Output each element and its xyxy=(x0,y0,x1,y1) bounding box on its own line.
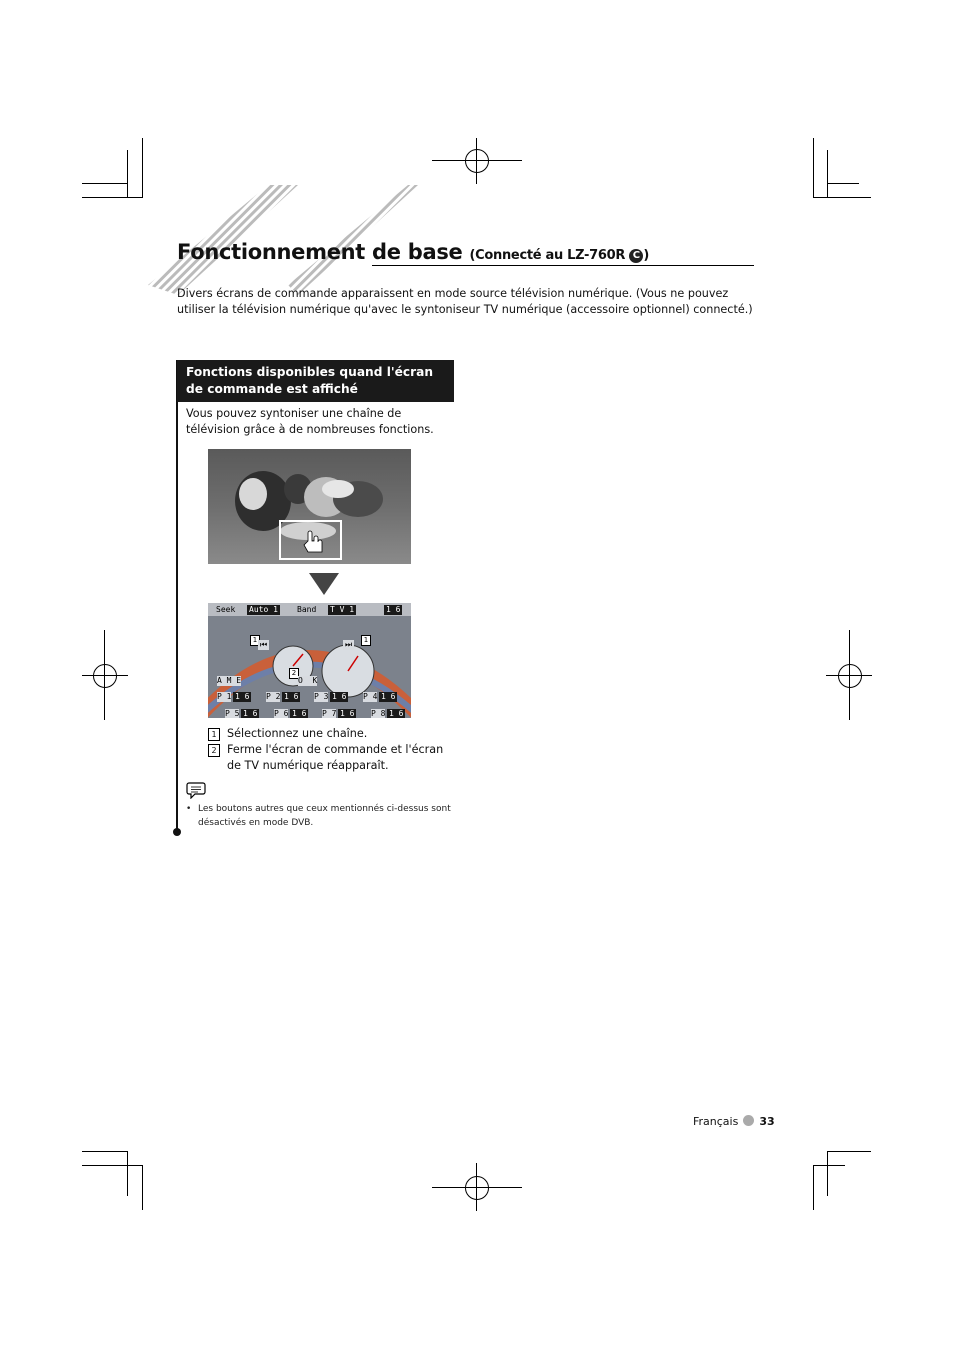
crop-mark xyxy=(142,138,143,198)
crop-mark xyxy=(827,1151,828,1196)
preset-6-label[interactable]: P 6 xyxy=(274,709,289,718)
note-speech-bubble-icon xyxy=(186,781,206,799)
subtitle-suffix: ) xyxy=(643,248,649,263)
callout-1-right: 1 xyxy=(361,635,371,646)
crop-mark xyxy=(104,630,105,720)
section-body: Vous pouvez syntoniser une chaîne de télévision grâce à de nombreuses fonctions. xyxy=(186,407,434,436)
control-panel-image xyxy=(208,603,411,718)
preset-1-value[interactable]: 1 6 xyxy=(235,692,250,701)
page-footer xyxy=(693,1115,775,1128)
dogs-photo xyxy=(208,449,411,564)
intro-paragraph: Divers écrans de commande apparaissent en mode source télévision numérique. (Vous ne pouvez utiliser la télévision numérique qu'avec le syntoniseur TV numérique (accessoire optionnel) connecté.) xyxy=(177,287,753,316)
crop-mark xyxy=(82,675,128,676)
preset-2-label[interactable]: P 2 xyxy=(266,692,281,701)
list-number: 2 xyxy=(208,744,220,757)
section-side-line xyxy=(176,360,178,832)
crop-mark xyxy=(82,197,142,198)
crop-mark xyxy=(813,197,871,198)
list-text: Sélectionnez une chaîne. xyxy=(227,727,368,740)
page-title xyxy=(177,240,649,264)
crop-mark xyxy=(476,1163,477,1211)
registration-mark xyxy=(93,664,117,688)
registration-mark xyxy=(838,664,862,688)
seek-up-button[interactable]: ⏭ xyxy=(345,640,353,649)
ame-button[interactable]: A M E xyxy=(217,676,242,685)
dashboard-photo xyxy=(208,616,411,718)
title-main-text: Fonctionnement de base xyxy=(177,240,463,264)
preset-7-label[interactable]: P 7 xyxy=(322,709,337,718)
c-badge-icon: C xyxy=(629,249,643,263)
list-number: 1 xyxy=(208,728,220,741)
preset-4-value[interactable]: 1 6 xyxy=(381,692,396,701)
crop-mark xyxy=(127,1151,128,1196)
crop-mark xyxy=(142,1165,143,1210)
preset-3-value[interactable]: 1 6 xyxy=(332,692,347,701)
channel-display: 1 6 xyxy=(386,605,401,614)
crop-mark xyxy=(432,160,522,161)
title-rule xyxy=(372,265,754,266)
seek-label: Seek xyxy=(216,605,236,614)
preset-2-value[interactable]: 1 6 xyxy=(284,692,299,701)
page-number: 33 xyxy=(759,1115,775,1128)
preset-5-label[interactable]: P 5 xyxy=(225,709,240,718)
preset-6-value[interactable]: 1 6 xyxy=(292,709,307,718)
crop-mark xyxy=(476,138,477,184)
note-block xyxy=(186,802,456,830)
section-heading: Fonctions disponibles quand l'écran de commande est affiché xyxy=(177,360,454,402)
preset-8-value[interactable]: 1 6 xyxy=(389,709,404,718)
crop-mark xyxy=(827,150,828,198)
callout-1-left: 1 xyxy=(250,635,260,646)
crop-mark xyxy=(82,1165,142,1166)
preset-8-label[interactable]: P 8 xyxy=(371,709,386,718)
crop-mark xyxy=(813,1165,845,1166)
down-arrow-icon xyxy=(309,573,339,595)
crop-mark xyxy=(127,150,128,198)
ok-button[interactable]: O K xyxy=(298,676,318,685)
callout-2: 2 xyxy=(289,668,299,679)
subtitle-text: (Connecté au LZ-760R xyxy=(469,248,626,263)
crop-mark xyxy=(82,1151,128,1152)
registration-mark xyxy=(465,1176,489,1200)
callout-list xyxy=(208,726,458,774)
title-subtitle xyxy=(470,248,649,263)
footer-language: Français xyxy=(693,1115,739,1128)
list-item xyxy=(208,742,458,774)
crop-mark xyxy=(849,630,850,720)
crop-mark xyxy=(813,138,814,198)
registration-mark xyxy=(465,149,489,173)
crop-mark xyxy=(827,1151,871,1152)
tv-screen-image xyxy=(208,449,411,564)
footer-dot-icon xyxy=(743,1115,754,1126)
preset-4-label[interactable]: P 4 xyxy=(363,692,378,701)
seek-mode-button[interactable]: Auto 1 xyxy=(249,605,278,614)
band-label: Band xyxy=(297,605,317,614)
crop-mark xyxy=(82,183,128,184)
preset-7-value[interactable]: 1 6 xyxy=(340,709,355,718)
band-button[interactable]: T V 1 xyxy=(330,605,355,614)
note-text: • Les boutons autres que ceux mentionnés ci-dessus sont désactivés en mode DVB. xyxy=(186,802,456,830)
preset-1-label[interactable]: P 1 xyxy=(217,692,232,701)
crop-mark xyxy=(827,183,859,184)
preset-5-value[interactable]: 1 6 xyxy=(243,709,258,718)
crop-mark xyxy=(813,1165,814,1210)
crop-mark xyxy=(432,1187,522,1188)
seek-down-button[interactable]: ⏮ xyxy=(260,640,268,649)
list-item xyxy=(208,726,458,742)
list-text: Ferme l'écran de commande et l'écran de TV numérique réapparaît. xyxy=(227,743,444,772)
section-end-dot xyxy=(173,828,181,836)
preset-3-label[interactable]: P 3 xyxy=(314,692,329,701)
